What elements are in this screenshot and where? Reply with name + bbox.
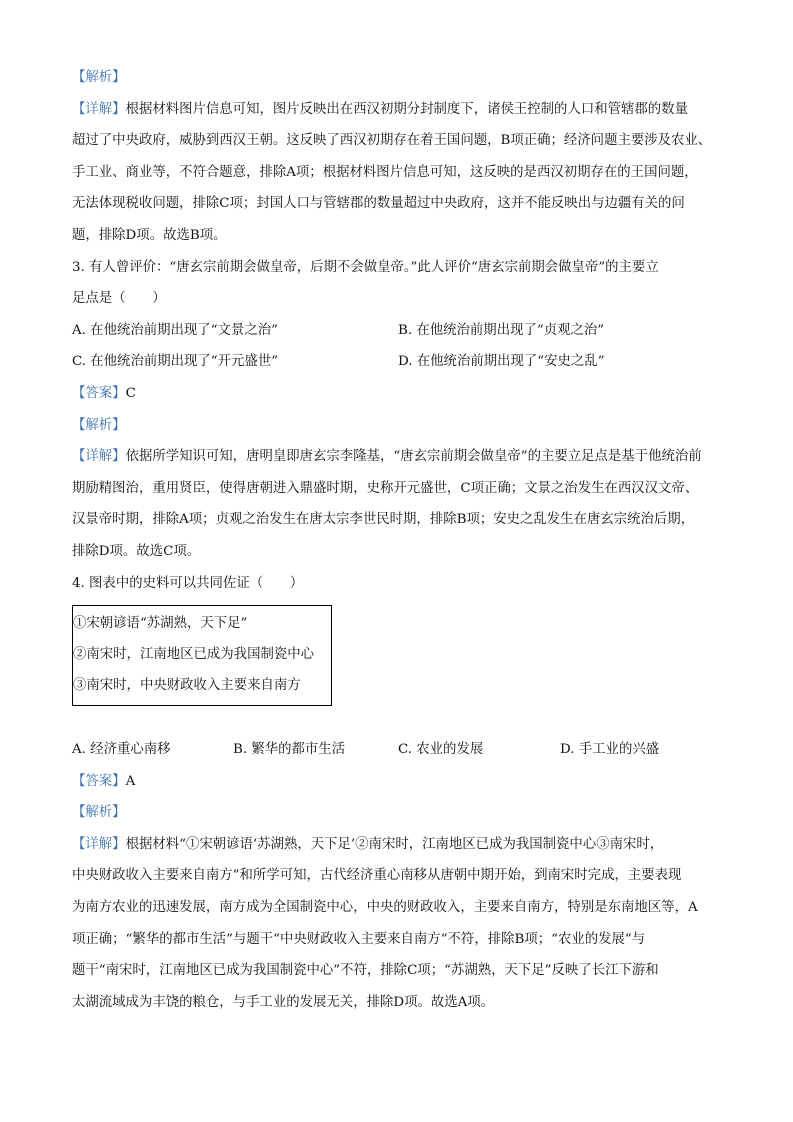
q4-detail-line: 太湖流域成为丰饶的粮仓，与手工业的发展无关，排除D项。故选A项。 [72,994,495,1010]
q3-option-b: B. 在他统治前期出现了“贞观之治” [398,322,605,338]
q3-stem-line: 3. 有人曾评价：“唐玄宗前期会做皇帝，后期不会做皇帝。”此人评价“唐玄宗前期会做皇帝”的主要立 [72,259,659,275]
detail-tag: 【详解】 [72,101,126,117]
q3-options-row [72,346,732,378]
q4-answer [72,766,732,798]
answer-tag: 【答案】 [72,773,126,789]
q4-source-item: ①宋朝谚语“苏湖熟，天下足” [73,616,248,632]
q4-detail-line [72,829,732,861]
q4-detail-text: 根据材料“①宋朝谚语‘苏湖熟，天下足’②南宋时，江南地区已成为我国制瓷中心③南宋时， [125,836,664,852]
q4-detail-line: 为南方农业的迅速发展，南方成为全国制瓷中心，中央的财政收入，主要来自南方，特别是东南地区等，A [72,900,698,916]
answer-tag: 【答案】 [72,385,126,401]
q4-source-item: ②南宋时，江南地区已成为我国制瓷中心 [73,647,315,663]
q3-answer [72,378,732,410]
q3-option-d: D. 在他统治前期出现了“安史之乱” [398,354,605,370]
q4-detail-line: 项正确；“繁华的都市生活”与题干“中央财政收入主要来自南方”不符，排除B项；“农业的发展”与 [72,931,646,947]
document-page [72,62,732,1018]
q3-detail-line: 汉景帝时期，排除A项；贞观之治发生在唐太宗李世民时期，排除B项；安史之乱发生在唐玄宗统治后期， [72,512,695,528]
q3-option-c: C. 在他统治前期出现了“开元盛世” [72,354,279,370]
analysis-tag: 【解析】 [72,805,126,821]
q3-options-row [72,315,732,347]
detail-tag: 【详解】 [72,836,126,852]
q3-detail-line: 期励精图治，重用贤臣，使得唐朝进入鼎盛时期，史称开元盛世，C项正确；文景之治发生在西汉汉文帝、 [72,480,699,496]
q4-stem: 4. 图表中的史料可以共同佐证（ ） [72,575,304,591]
spacer [72,716,732,734]
q2-detail-line: 超过了中央政府，威胁到西汉王朝。这反映了西汉初期存在着王国问题，B项正确；经济问题主要涉及农业、 [72,133,712,149]
q4-option-c: C. 农业的发展 [398,742,484,758]
q3-analysis-heading [72,410,732,442]
q2-detail-text: 根据材料图片信息可知，图片反映出在西汉初期分封制度下，诸侯王控制的人口和管辖郡的数量 [125,101,688,117]
q2-detail-line: 题，排除D项。故选B项。 [72,227,227,243]
q3-answer-value: C [125,385,136,401]
q4-source-box [72,605,332,706]
q4-option-a: A. 经济重心南移 [72,742,171,758]
q4-source-item: ③南宋时，中央财政收入主要来自南方 [73,678,301,694]
q4-analysis-heading [72,797,732,829]
q2-detail-line: 手工业、商业等，不符合题意，排除A项；根据材料图片信息可知，这反映的是西汉初期存在的王国问题， [72,164,698,180]
q4-option-b: B. 繁华的都市生活 [233,742,346,758]
analysis-tag: 【解析】 [72,417,126,433]
q4-answer-value: A [125,773,136,789]
analysis-tag: 【解析】 [72,70,126,85]
q2-detail-line [72,94,732,126]
q4-detail-line: 中央财政收入主要来自南方”和所学可知，古代经济重心南移从唐朝中期开始，到南宋时完成，主要表现 [72,868,682,884]
q3-detail-line: 排除D项。故选C项。 [72,543,201,559]
detail-tag: 【详解】 [72,449,126,465]
q3-detail-text: 依据所学知识可知，唐明皇即唐玄宗李隆基，“唐玄宗前期会做皇帝”的主要立足点是基于他统治前 [125,449,702,465]
q4-options-row [72,734,732,766]
q2-detail-line: 无法体现税收问题，排除C项；封国人口与管辖郡的数量超过中央政府，这并不能反映出与边疆有关的问 [72,196,685,212]
q2-analysis-heading [72,62,732,94]
q4-option-d: D. 手工业的兴盛 [560,742,660,758]
q4-detail-line: 题干“南宋时，江南地区已成为我国制瓷中心”不符，排除C项；“苏湖熟，天下足”反映了长江下游和 [72,963,659,979]
q3-option-a: A. 在他统治前期出现了“文景之治” [72,322,278,338]
q3-detail-line [72,441,732,473]
q3-stem-line: 足点是（ ） [72,291,166,307]
